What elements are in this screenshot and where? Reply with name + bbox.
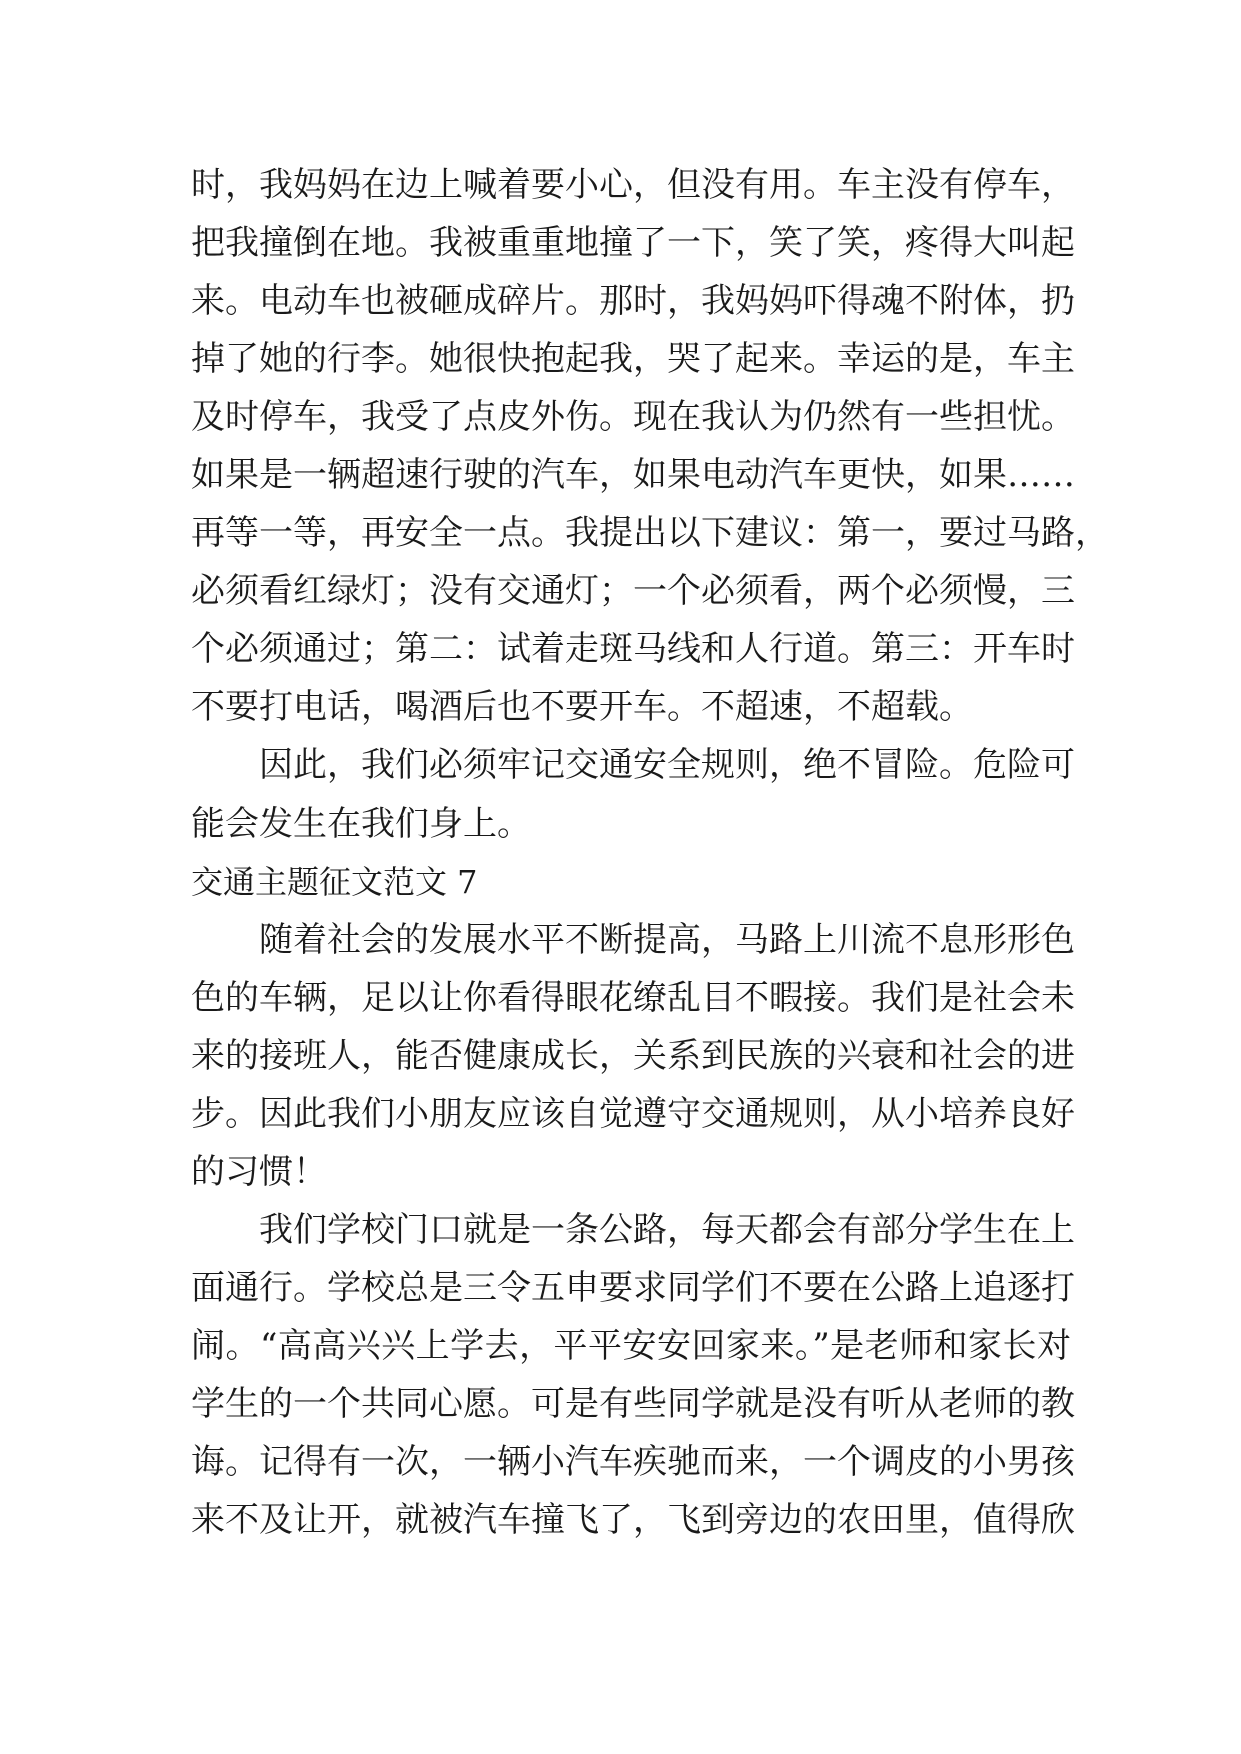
text-line: 把我撞倒在地。我被重重地撞了一下，笑了笑，疼得大叫起 xyxy=(191,223,1075,264)
text-line: 不要打电话，喝酒后也不要开车。不超速，不超载。 xyxy=(191,687,973,728)
section-heading: 交通主题征文范文 7 xyxy=(191,862,478,901)
text-line: 色的车辆，足以让你看得眼花缭乱目不暇接。我们是社会未 xyxy=(191,977,1075,1018)
text-line: 的习惯！ xyxy=(191,1151,327,1192)
text-line: 步。因此我们小朋友应该自觉遵守交通规则，从小培养良好 xyxy=(191,1093,1075,1134)
text-line: 闹。“高高兴兴上学去，平平安安回家来。”是老师和家长对 xyxy=(191,1325,1071,1366)
paragraph-start-line: 我们学校门口就是一条公路，每天都会有部分学生在上 xyxy=(259,1209,1075,1250)
paragraph-start-line: 随着社会的发展水平不断提高，马路上川流不息形形色 xyxy=(259,919,1075,960)
paragraph-start-line: 因此，我们必须牢记交通安全规则，绝不冒险。危险可 xyxy=(259,745,1075,786)
text-line: 掉了她的行李。她很快抱起我，哭了起来。幸运的是，车主 xyxy=(191,339,1075,380)
text-line: 来不及让开，就被汽车撞飞了，飞到旁边的农田里，值得欣 xyxy=(191,1500,1075,1541)
body-text xyxy=(191,156,1109,1549)
text-line: 必须看红绿灯；没有交通灯；一个必须看，两个必须慢，三 xyxy=(191,571,1075,612)
text-line: 能会发生在我们身上。 xyxy=(191,803,531,844)
text-line: 来。电动车也被砸成碎片。那时，我妈妈吓得魂不附体，扔 xyxy=(191,281,1075,322)
text-line: 个必须通过；第二：试着走斑马线和人行道。第三：开车时 xyxy=(191,629,1075,670)
text-line: 再等一等，再安全一点。我提出以下建议：第一，要过马路， xyxy=(191,513,1109,554)
text-line: 如果是一辆超速行驶的汽车，如果电动汽车更快，如果…… xyxy=(191,455,1075,496)
text-line: 诲。记得有一次，一辆小汽车疾驰而来，一个调皮的小男孩 xyxy=(191,1442,1075,1483)
text-line: 及时停车，我受了点皮外伤。现在我认为仍然有一些担忧。 xyxy=(191,397,1075,438)
text-line: 面通行。学校总是三令五申要求同学们不要在公路上追逐打 xyxy=(191,1267,1075,1308)
text-line: 时，我妈妈在边上喊着要小心，但没有用。车主没有停车， xyxy=(191,165,1075,205)
text-line: 来的接班人，能否健康成长，关系到民族的兴衰和社会的进 xyxy=(191,1035,1075,1076)
text-line: 学生的一个共同心愿。可是有些同学就是没有听从老师的教 xyxy=(191,1383,1075,1424)
